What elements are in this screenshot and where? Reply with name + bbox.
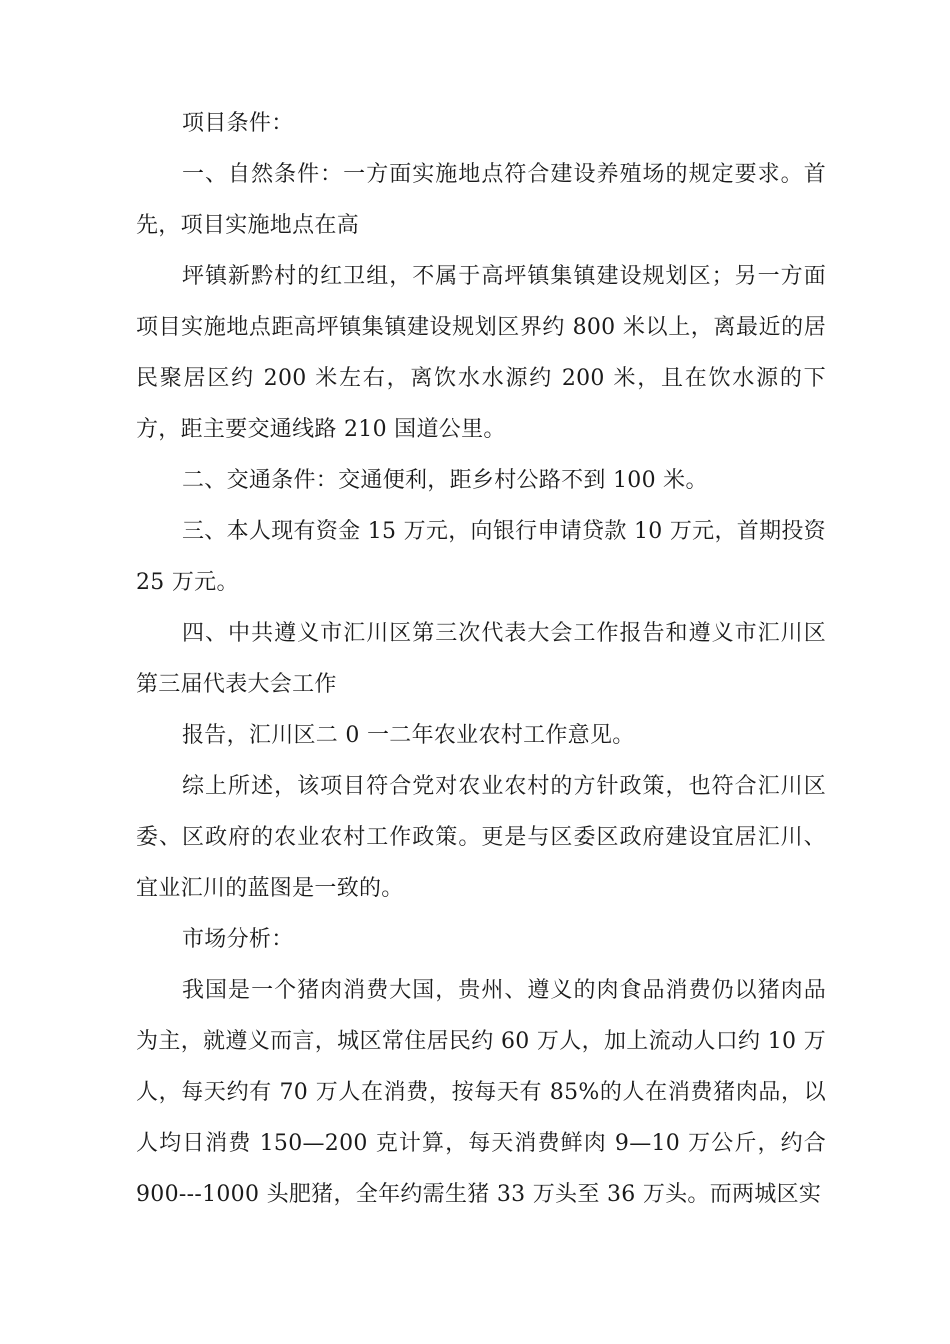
paragraph-summary: 综上所述，该项目符合党对农业农村的方针政策，也符合汇川区委、区政府的农业农村工作政策。更是与区委区政府建设宜居汇川、宜业汇川的蓝图是一致的。 (136, 774, 826, 901)
paragraph-funding: 三、本人现有资金 15 万元，向银行申请贷款 10 万元，首期投资 25 万元。 (136, 519, 826, 595)
paragraph-natural-conditions: 一、自然条件：一方面实施地点符合建设养殖场的规定要求。首先，项目实施地点在高 (136, 162, 826, 238)
paragraph-location-details: 坪镇新黔村的红卫组，不属于高坪镇集镇建设规划区；另一方面项目实施地点距高坪镇集镇建设规划区界约 800 米以上，离最近的居民聚居区约 200 米左右，离饮水水源约 200 米，且在饮水源的下方，距主要交通线路 210 国道公里。 (136, 264, 826, 442)
paragraph-market-analysis-heading: 市场分析： (182, 927, 294, 952)
paragraph-policy-reports-continued: 报告，汇川区二 0 一二年农业农村工作意见。 (182, 723, 635, 748)
paragraph-policy-reports: 四、中共遵义市汇川区第三次代表大会工作报告和遵义市汇川区第三届代表大会工作 (136, 621, 826, 697)
document-body (136, 98, 826, 1220)
paragraph-market-analysis: 我国是一个猪肉消费大国，贵州、遵义的肉食品消费仍以猪肉品为主，就遵义而言，城区常住居民约 60 万人，加上流动人口约 10 万人，每天约有 70 万人在消费，按每天有 85%的人在消费猪肉品，以人均日消费 150—200 克计算，每天消费鲜肉 9—10 万公斤，约合 900---1000 头肥猪，全年约需生猪 33 万头至 36 万头。而两城区实 (136, 978, 826, 1207)
paragraph-traffic-conditions: 二、交通条件：交通便利，距乡村公路不到 100 米。 (182, 468, 708, 493)
paragraph-project-conditions-heading: 项目条件： (182, 111, 294, 136)
